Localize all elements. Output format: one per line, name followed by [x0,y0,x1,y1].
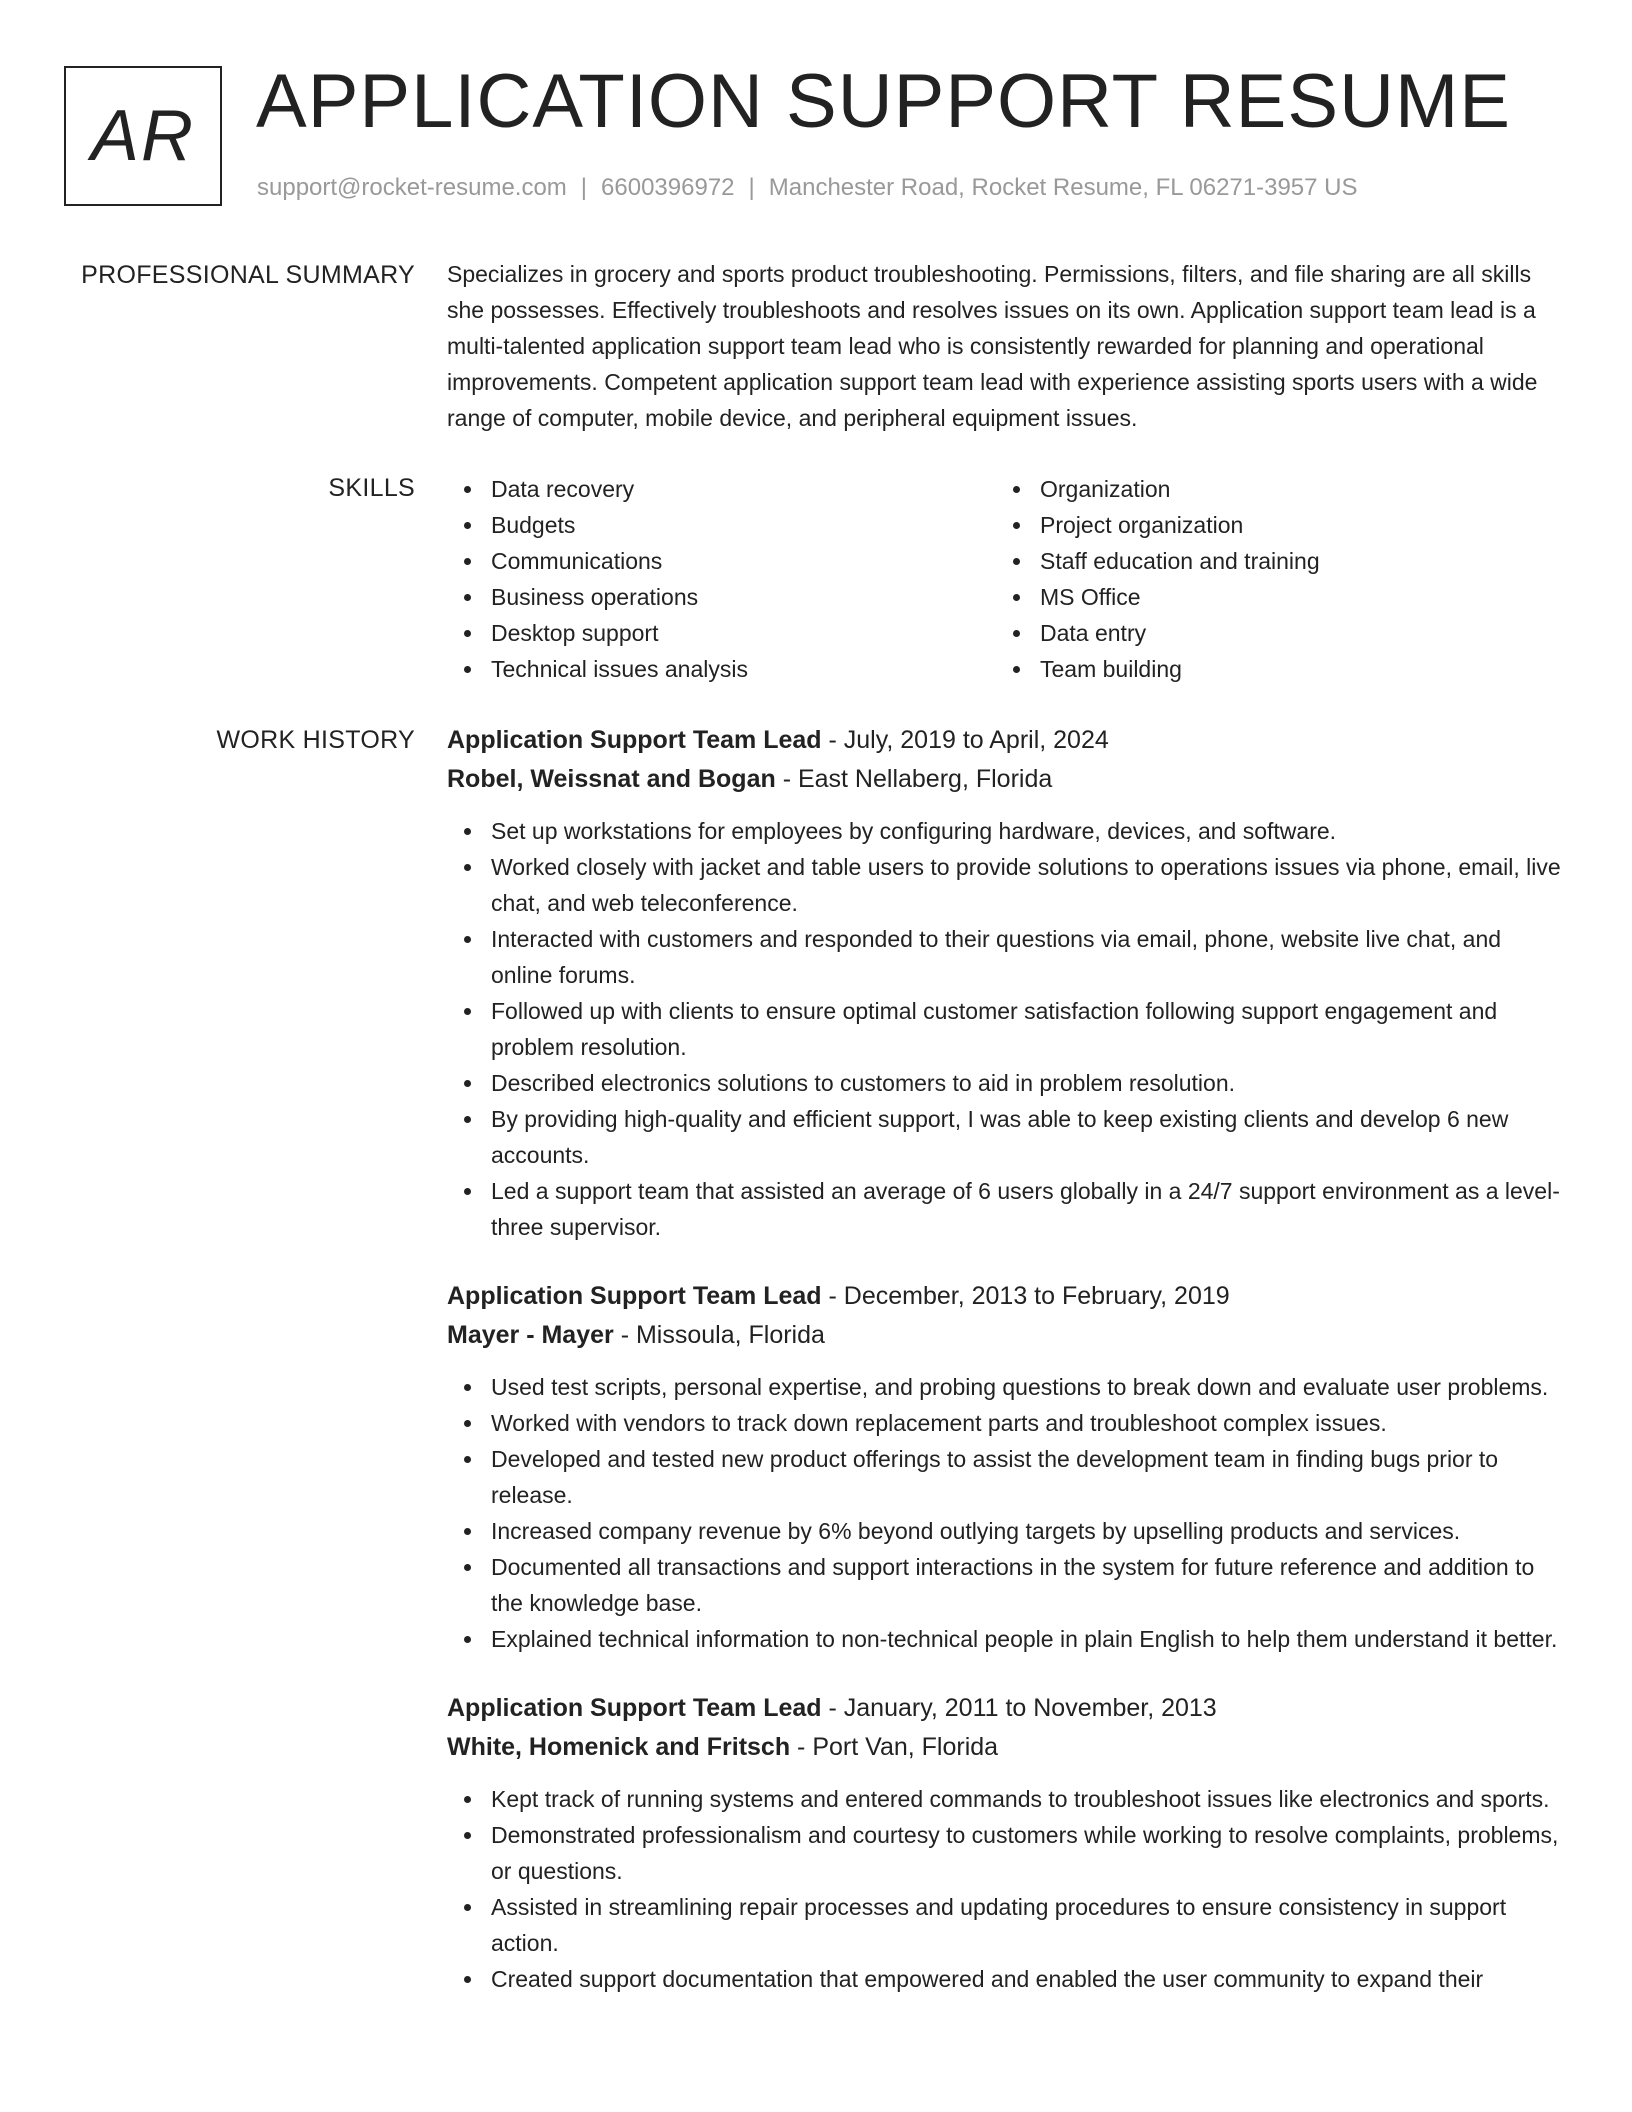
skills-heading: SKILLS [328,474,415,502]
job-title-line [447,721,1567,760]
skill-item: Business operations [447,579,996,615]
job-dates: - December, 2013 to February, 2019 [821,1282,1230,1310]
job-location: - Missoula, Florida [613,1321,825,1349]
summary-heading: PROFESSIONAL SUMMARY [81,261,415,289]
job-bullet: Created support documentation that empowered and enabled the user community to expand their [447,1961,1567,1997]
job-bullet: Set up workstations for employees by configuring hardware, devices, and software. [447,813,1567,849]
skill-item: Budgets [447,507,996,543]
job-company: Mayer - Mayer [447,1321,614,1349]
monogram-badge [64,66,222,206]
skill-item: Staff education and training [996,543,1545,579]
skill-item: Communications [447,543,996,579]
skill-item: Desktop support [447,615,996,651]
job-bullet: Increased company revenue by 6% beyond outlying targets by upselling products and services. [447,1513,1567,1549]
job-title-line [447,1277,1567,1316]
job-bullets [447,813,1567,1245]
job-title: Application Support Team Lead [447,1282,822,1310]
contact-email[interactable]: support@rocket-resume.com [257,174,567,201]
job-bullet: Demonstrated professionalism and courtesy to customers while working to resolve complaints, problems, or questions. [447,1817,1567,1889]
contact-address: Manchester Road, Rocket Resume, FL 06271-3957 US [768,174,1358,201]
contact-line [257,174,1358,202]
job-entry [447,721,1567,1245]
skills-grid [447,471,1567,687]
job-company-line [447,1728,1567,1767]
job-company-line [447,760,1567,799]
job-bullets [447,1369,1567,1657]
summary-text: Specializes in grocery and sports product troubleshooting. Permissions, filters, and file sharing are all skills she possesses. Effectively troubleshoots and resolves issues on its own. Application support team lead is a multi-talented application support team lead who is consistently rewarded for planning and operational improvements. Competent application support team lead with experience assisting sports users with a wide range of computer, mobile device, and peripheral equipment issues. [447,261,1538,431]
job-location: - Port Van, Florida [790,1733,999,1761]
skills-column-right [996,471,1545,687]
job-title-line [447,1689,1567,1728]
contact-phone[interactable]: 6600396972 [601,174,735,201]
job-bullet: Assisted in streamlining repair processes and updating procedures to ensure consistency in support action. [447,1889,1567,1961]
work-history-heading: WORK HISTORY [216,726,415,754]
skill-item: Team building [996,651,1545,687]
job-bullet: Used test scripts, personal expertise, and probing questions to break down and evaluate user problems. [447,1369,1567,1405]
job-dates: - July, 2019 to April, 2024 [821,726,1109,754]
work-history-body [447,721,1567,2029]
job-dates: - January, 2011 to November, 2013 [821,1694,1217,1722]
job-company: Robel, Weissnat and Bogan [447,765,776,793]
job-entry [447,1689,1567,1997]
job-bullet: Interacted with customers and responded to their questions via email, phone, website live chat, and online forums. [447,921,1567,993]
job-title: Application Support Team Lead [447,726,822,754]
job-bullet: By providing high-quality and efficient support, I was able to keep existing clients and develop 6 new accounts. [447,1101,1567,1173]
skill-item: Data recovery [447,471,996,507]
job-bullet: Explained technical information to non-technical people in plain English to help them understand it better. [447,1621,1567,1657]
skill-item: Technical issues analysis [447,651,996,687]
job-bullet: Followed up with clients to ensure optimal customer satisfaction following support engagement and problem resolution. [447,993,1567,1065]
job-bullet: Worked closely with jacket and table users to provide solutions to operations issues via phone, email, live chat, and web teleconference. [447,849,1567,921]
contact-separator: | [580,174,588,201]
job-company: White, Homenick and Fritsch [447,1733,791,1761]
job-bullet: Led a support team that assisted an average of 6 users globally in a 24/7 support environment as a level-three supervisor. [447,1173,1567,1245]
contact-separator: | [748,174,755,201]
job-title: Application Support Team Lead [447,1694,822,1722]
skill-item: Data entry [996,615,1545,651]
job-bullet: Described electronics solutions to customers to aid in problem resolution. [447,1065,1567,1101]
skills-column-left [447,471,996,687]
skill-item: MS Office [996,579,1545,615]
job-company-line [447,1316,1567,1355]
monogram-initials: AR [90,96,196,176]
resume-title: APPLICATION SUPPORT RESUME [256,59,1511,144]
job-location: - East Nellaberg, Florida [775,765,1053,793]
job-bullet: Worked with vendors to track down replacement parts and troubleshoot complex issues. [447,1405,1567,1441]
job-bullet: Documented all transactions and support interactions in the system for future reference and addition to the knowledge base. [447,1549,1567,1621]
job-bullet: Developed and tested new product offerings to assist the development team in finding bugs prior to release. [447,1441,1567,1513]
summary-body [447,256,1567,436]
job-bullet: Kept track of running systems and entered commands to troubleshoot issues like electronics and sports. [447,1781,1567,1817]
skill-item: Organization [996,471,1545,507]
job-entry [447,1277,1567,1657]
job-bullets [447,1781,1567,1997]
skill-item: Project organization [996,507,1545,543]
